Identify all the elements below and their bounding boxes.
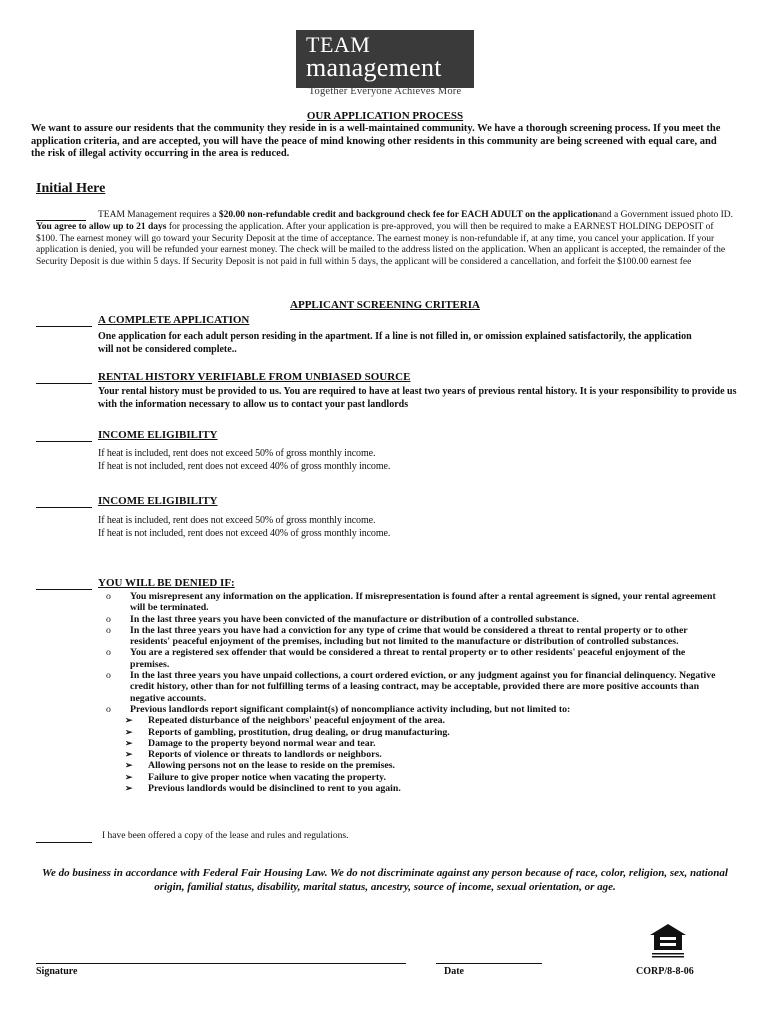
bullet-icon: o [106,591,111,602]
denied-item-text: In the last three years you have unpaid collections, a court ordered eviction, or any judgment against you for financial delinquency. Negative credit history, other than for not fulfilling terms of a leasing contract, may be acceptable, provided there are more positive accounts than negative accounts. [130,670,716,704]
list-item [98,614,718,625]
arrow-bullet-icon: ➢ [125,760,133,771]
list-item [98,727,718,738]
fee-paragraph [36,210,736,269]
complaint-item-text: Allowing persons not on the lease to reside on the premises. [148,760,396,772]
complete-application-body: One application for each adult person residing in the apartment. If a line is not filled in, or omission explained satisfactorily, the application will not be considered complete.. [98,331,692,355]
complete-application-heading: A COMPLETE APPLICATION [98,314,250,326]
income-eligibility-heading-1: INCOME ELIGIBILITY [98,429,218,441]
signature-line[interactable] [36,963,406,964]
list-item [98,749,718,760]
bullet-icon: o [106,647,111,659]
income-1-heat-included: If heat is included, rent does not exceed 50% of gross monthly income. [98,448,376,459]
complaint-item-text: Failure to give proper notice when vacating the property. [148,771,386,783]
lease-copy-statement: I have been offered a copy of the lease and rules and regulations. [102,831,349,841]
fee-text-2: $20.00 non-refundable credit and background check fee for EACH ADULT on the application [218,210,598,220]
page-title: OUR APPLICATION PROCESS [306,110,464,122]
denied-criteria-list [98,591,718,794]
logo-tagline: Together Everyone Achieves More [308,86,462,97]
income-2-heat-not-included: If heat is not included, rent does not exceed 40% of gross monthly income. [98,528,391,539]
initial-blank-complete[interactable] [36,326,92,327]
income-2-heat-included: If heat is included, rent does not exceed 50% of gross monthly income. [98,515,376,526]
denied-item-text: In the last three years you have been convicted of the manufacture or distribution of a controlled substance. [130,613,579,625]
fee-text-3: and a Government issued photo ID. [597,210,734,220]
logo-line-management: management [306,53,442,82]
arrow-bullet-icon: ➢ [125,737,133,748]
arrow-bullet-icon: ➢ [125,771,133,782]
income-eligibility-heading-2: INCOME ELIGIBILITY [98,495,218,507]
denied-item-text: Previous landlords report significant complaint(s) of noncompliance activity including, but not limited to: [130,703,571,715]
date-line[interactable] [436,963,542,964]
list-item [98,772,718,783]
complaint-item-text: Previous landlords would be disinclined to rent to you again. [148,783,401,795]
team-management-logo [296,30,474,88]
list-item [98,738,718,749]
denied-item-text: You are a registered sex offender that would be considered a threat to rental property or to other residents' peaceful enjoyment of the premises. [130,647,686,670]
arrow-bullet-icon: ➢ [125,749,133,760]
landlord-complaints-sublist [98,715,718,794]
arrow-bullet-icon: ➢ [125,783,133,794]
rental-history-body: Your rental history must be provided to us. You are required to have at least two years of previous rental history. It is your responsibility to provide us with the information necessary to allow us to contact your past landlords [98,386,737,410]
arrow-bullet-icon: ➢ [125,715,133,726]
fee-text-1: TEAM Management requires a [98,210,219,220]
fee-text-4: You agree to allow up to 21 days [36,221,167,232]
income-1-heat-not-included: If heat is not included, rent does not exceed 40% of gross monthly income. [98,461,391,472]
initial-blank-lease-copy[interactable] [36,842,92,843]
signature-label: Signature [36,966,78,977]
list-item [98,715,718,726]
intro-paragraph: We want to assure our residents that the community they reside in is a well-maintained community. We have a thorough screening process. If you meet the application criteria, and are accepted, you will have the peace of mind knowing other residents in this community are being screened with equal care, and the risk of illegal activity occurring in the area is reduced. [31,123,721,159]
date-label: Date [444,966,464,977]
list-item [98,625,718,648]
bullet-icon: o [106,624,111,636]
initial-blank-income-1[interactable] [36,441,92,442]
bullet-icon: o [106,703,111,715]
form-code: CORP/8-8-06 [636,966,694,977]
rental-history-heading: RENTAL HISTORY VERIFIABLE FROM UNBIASED SOURCE [98,371,411,383]
denied-heading: YOU WILL BE DENIED IF: [98,577,235,589]
list-item [98,704,718,715]
initial-blank-denied[interactable] [36,589,92,590]
list-item [98,591,718,614]
denied-item-text: In the last three years you have had a conviction for any type of crime that would be considered a threat to rental property or to other residents' peaceful enjoyment of the premises, including but not limited to the manufacture or distribution of controlled substances. [130,624,688,648]
initial-blank-income-2[interactable] [36,507,92,508]
list-item [98,760,718,771]
complaint-item-text: Repeated disturbance of the neighbors' peaceful enjoyment of the area. [148,715,445,727]
fee-text-5: for processing the application. After your application is pre-approved, you will then be required to make a EARNEST HOLDING DEPOSIT of $100. The earnest money will go toward your Security Deposit at the time of acceptance. The earnest money is non-refundable if, at any time, you cancel your application. If your application is denied, you will be refunded your earnest money. The check will be mailed to the address listed on the application. When an applicant is accepted, the remainder of the Security Deposit is due within 5 days. If Security Deposit is not paid in full within 5 days, the applicant will be considered a cancellation, and forfeit the $100.00 earnest fee [36,221,726,268]
bullet-icon: o [106,670,111,682]
logo-line-team: TEAM [306,32,371,57]
list-item [98,647,718,670]
complaint-item-text: Reports of violence or threats to landlords or neighbors. [148,749,382,761]
list-item [98,670,718,704]
list-item [98,783,718,794]
complaint-item-text: Damage to the property beyond normal wear and tear. [148,737,376,749]
bullet-icon: o [106,613,111,625]
equal-housing-opportunity-icon [647,922,689,960]
arrow-bullet-icon: ➢ [125,726,133,737]
initial-blank-rental[interactable] [36,383,92,384]
initial-here-heading: Initial Here [36,181,106,196]
fair-housing-statement: We do business in accordance with Federal Fair Housing Law. We do not discriminate against any person because of race, color, religion, sex, national origin, familial status, disability, marital status, ancestry, source of income, sexual orientation, or age. [42,867,728,893]
denied-item-text: You misrepresent any information on the application. If misrepresentation is found after a rental agreement is signed, your rental agreement will be terminated. [130,591,716,614]
screening-criteria-title: APPLICANT SCREENING CRITERIA [290,299,480,311]
complaint-item-text: Reports of gambling, prostitution, drug dealing, or drug manufacturing. [148,726,450,738]
